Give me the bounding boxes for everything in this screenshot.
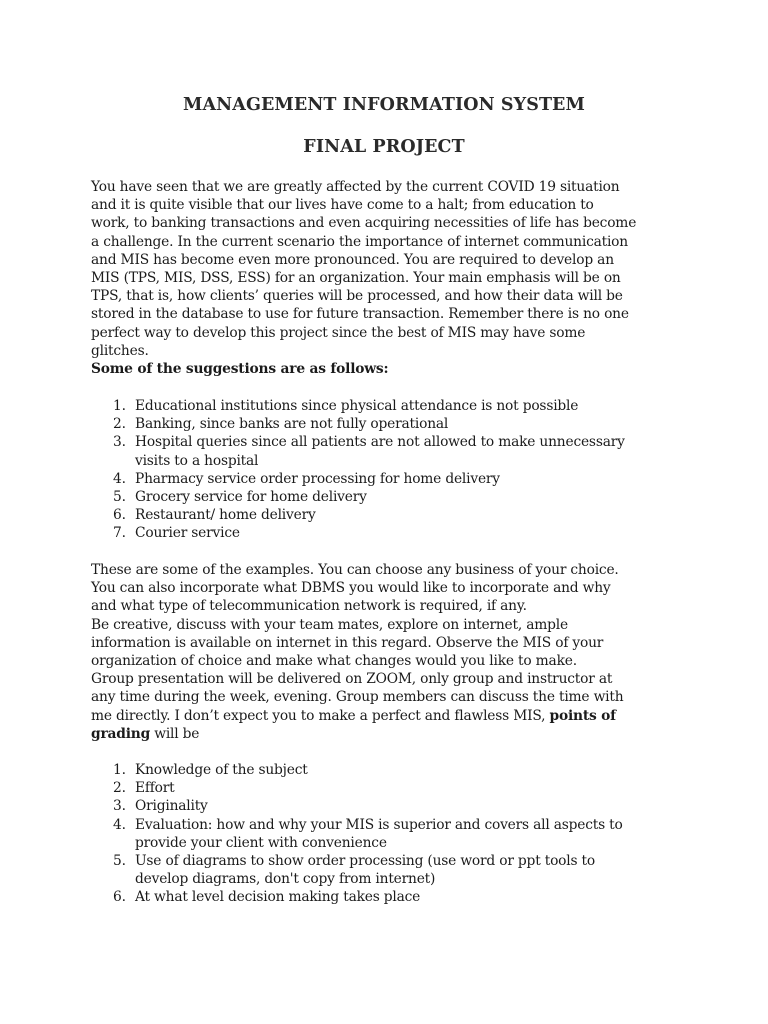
list-number: 2. — [113, 416, 126, 433]
list-item — [113, 433, 713, 469]
list-item-text: Hospital queries since all patients are not allowed to make unnecessary — [135, 434, 625, 451]
list-item — [113, 761, 713, 779]
list-item-text: Banking, since banks are not fully operational — [135, 416, 449, 433]
list-item-text: Originality — [135, 798, 208, 815]
list-number: 3. — [113, 434, 126, 451]
document-subtitle: FINAL PROJECT — [303, 137, 465, 157]
list-number: 6. — [113, 889, 126, 906]
grading-intro-text: will be — [150, 725, 200, 742]
paragraph-line: information is available on internet in this regard. Observe the MIS of your — [91, 634, 604, 651]
intro-line: and MIS has become even more pronounced. You are required to develop an — [91, 251, 614, 268]
list-number: 1. — [113, 762, 126, 778]
intro-line: TPS, that is, how clients’ queries will be processed, and how their data will be — [91, 288, 623, 305]
grading-emphasis: points of — [549, 707, 616, 724]
list-item — [113, 797, 713, 815]
intro-line: stored in the database to use for future transaction. Remember there is no one — [91, 306, 629, 323]
intro-line: work, to banking transactions and even acquiring necessities of life has become — [91, 215, 637, 232]
intro-line: You have seen that we are greatly affected by the current COVID 19 situation — [91, 179, 620, 195]
list-item-text: At what level decision making takes place — [135, 889, 421, 906]
examples-paragraph — [91, 561, 691, 743]
list-item — [113, 888, 713, 906]
intro-line: perfect way to develop this project since the best of MIS may have some — [91, 324, 586, 341]
paragraph-line: Group presentation will be delivered on ZOOM, only group and instructor at — [91, 671, 613, 688]
list-number: 1. — [113, 398, 126, 414]
list-item — [113, 397, 713, 415]
list-number: 2. — [113, 780, 126, 797]
list-item — [113, 852, 713, 888]
paragraph-line: Be creative, discuss with your team mates, explore on internet, ample — [91, 616, 568, 633]
list-number: 7. — [113, 525, 126, 542]
list-item — [113, 524, 713, 542]
list-item-text: Use of diagrams to show order processing (use word or ppt tools to — [135, 853, 596, 870]
list-item-text: Courier service — [135, 525, 240, 542]
list-item-text: Evaluation: how and why your MIS is superior and covers all aspects to — [135, 816, 623, 833]
list-number: 3. — [113, 798, 126, 815]
suggestions-list — [113, 397, 713, 543]
list-item — [113, 470, 713, 488]
list-item-text: Restaurant/ home delivery — [135, 507, 316, 524]
list-item — [113, 506, 713, 524]
intro-line: a challenge. In the current scenario the importance of internet communication — [91, 233, 628, 250]
list-item — [113, 415, 713, 433]
list-item-text: provide your client with convenience — [135, 834, 387, 851]
grading-emphasis: grading — [91, 725, 151, 742]
list-number: 5. — [113, 489, 126, 506]
intro-line: glitches. — [91, 342, 149, 359]
suggestions-heading: Some of the suggestions are as follows: — [91, 361, 389, 378]
paragraph-line: organization of choice and make what changes would you like to make. — [91, 653, 577, 670]
list-item-text: Pharmacy service order processing for home delivery — [135, 470, 500, 487]
list-item-text: Effort — [135, 780, 175, 797]
paragraph-line: These are some of the examples. You can choose any business of your choice. — [91, 562, 619, 578]
list-number: 4. — [113, 470, 126, 487]
grading-intro-line — [91, 725, 691, 743]
intro-line: and it is quite visible that our lives have come to a halt; from education to — [91, 197, 594, 214]
list-item-text: visits to a hospital — [135, 452, 259, 469]
list-item — [113, 816, 713, 852]
list-item-text: develop diagrams, don't copy from internet) — [135, 871, 436, 888]
paragraph-line: and what type of telecommunication network is required, if any. — [91, 598, 527, 615]
grading-intro-line — [91, 707, 691, 725]
list-number: 4. — [113, 816, 126, 833]
list-item — [113, 488, 713, 506]
list-item-text: Grocery service for home delivery — [135, 489, 367, 506]
grading-list — [113, 761, 713, 907]
list-number: 6. — [113, 507, 126, 524]
intro-line: MIS (TPS, MIS, DSS, ESS) for an organization. Your main emphasis will be on — [91, 270, 621, 287]
paragraph-line: You can also incorporate what DBMS you would like to incorporate and why — [91, 580, 611, 597]
grading-intro-text: me directly. I don’t expect you to make a perfect and flawless MIS, — [91, 707, 550, 724]
list-item — [113, 779, 713, 797]
document-title: MANAGEMENT INFORMATION SYSTEM — [183, 95, 585, 115]
intro-paragraph — [91, 178, 691, 378]
paragraph-line: any time during the week, evening. Group members can discuss the time with — [91, 689, 624, 706]
list-number: 5. — [113, 853, 126, 870]
list-item-text: Knowledge of the subject — [135, 762, 308, 778]
list-item-text: Educational institutions since physical attendance is not possible — [135, 398, 579, 414]
